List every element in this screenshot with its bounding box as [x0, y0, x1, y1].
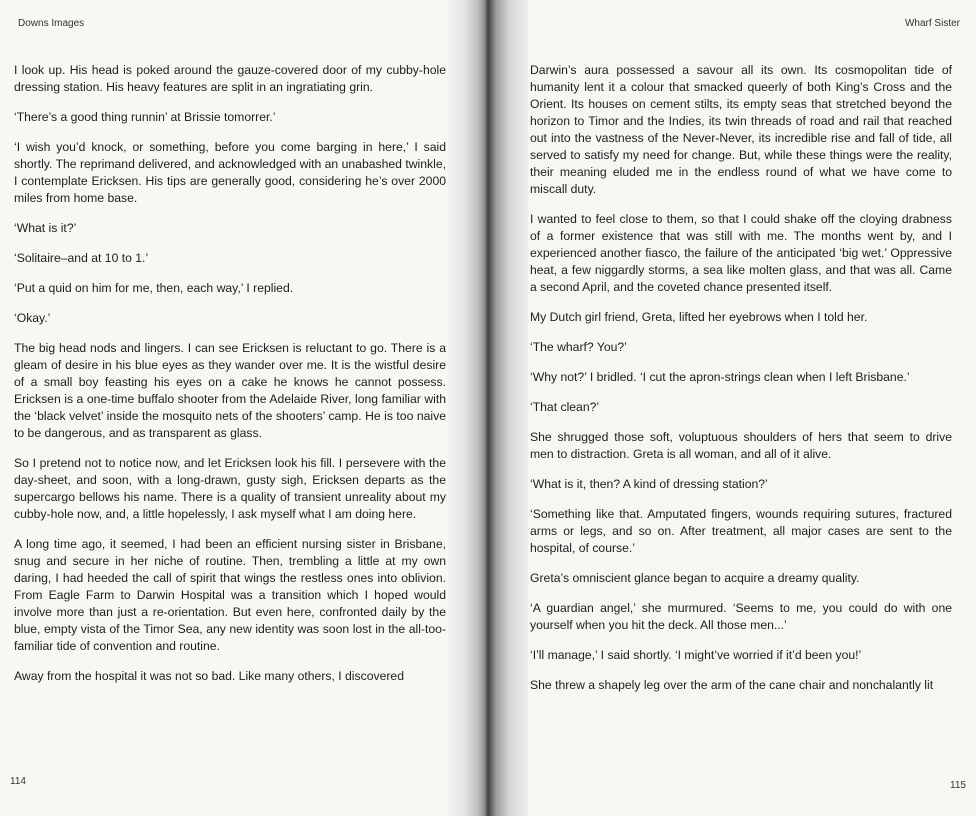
paragraph: A long time ago, it seemed, I had been an efficient nursing sister in Brisbane, snug and secure in her niche of routine. Then, trembling a little at my own daring, I had heeded the call of spirit that wings the restless ones into oblivion. From Eagle Farm to Darwin Hospital was a transition which I hoped would involve more than just a re-orientation. But even here, confronted daily by the blue, empty vista of the Timor Sea, any new identity was soon lost in the all-too-familiar tide of convention and routine.: [14, 537, 446, 653]
paragraph: Darwin’s aura possessed a savour all its own. Its cosmopolitan tide of humanity lent it a colour that smacked queerly of both King’s Cross and the Orient. Its houses on cement stilts, its empty seas that stretched beyond the horizon to Timor and the Indies, its twin threads of road and rail that reached out into the vastness of the Never-Never, its incredible rise and fall of tide, all served to satisfy my need for change. But, while these things were the reality, their meaning eluded me in the endless round of what we have come to miscall duty.: [530, 63, 952, 196]
paragraph: ‘What is it, then? A kind of dressing station?’: [530, 477, 768, 491]
paragraph: She threw a shapely leg over the arm of the cane chair and nonchalantly lit: [530, 678, 934, 692]
paragraph: ‘I wish you’d knock, or something, before you come barging in here,’ I said shortly. The reprimand delivered, and acknowledged with an unabashed twinkle, I contemplate Ericksen. His tips are generally good, considering he’s over 2000 miles from home base.: [14, 140, 446, 205]
paragraph: ‘Why not?’ I bridled. ‘I cut the apron-strings clean when I left Brisbane.’: [530, 370, 910, 384]
paragraph: My Dutch girl friend, Greta, lifted her eyebrows when I told her.: [530, 310, 868, 324]
paragraph: ‘I’ll manage,’ I said shortly. ‘I might’ve worried if it’d been you!’: [530, 648, 862, 662]
page-body: [14, 62, 446, 698]
book-gutter: [448, 0, 528, 816]
paragraph: I look up. His head is poked around the gauze-covered door of my cubby-hole dressing station. His heavy features are split in an ingratiating grin.: [14, 63, 446, 94]
paragraph: ‘Solitaire–and at 10 to 1.’: [14, 251, 149, 265]
paragraph: She shrugged those soft, voluptuous shoulders of hers that seem to drive men to distraction. Greta is all woman, and all of it alive.: [530, 430, 952, 461]
paragraph: ‘Put a quid on him for me, then, each way,’ I replied.: [14, 281, 294, 295]
paragraph: ‘What is it?’: [14, 221, 77, 235]
paragraph: The big head nods and lingers. I can see Ericksen is reluctant to go. There is a gleam of desire in his blue eyes as they wander over me. It is the wistful desire of a small boy feasting his eyes on a cake he knows he cannot possess. Ericksen is a one-time buffalo shooter from the Adelaide River, long familiar with the ‘black velvet’ inside the mosquito nets of the shooters’ camp. He is too naive to be dangerous, and as transparent as glass.: [14, 341, 446, 440]
paragraph: ‘The wharf? You?’: [530, 340, 627, 354]
running-head: Wharf Sister: [904, 18, 960, 29]
paragraph: ‘That clean?’: [530, 400, 600, 414]
paragraph: Away from the hospital it was not so bad. Like many others, I discovered: [14, 669, 404, 683]
paragraph: So I pretend not to notice now, and let Ericksen look his fill. I persevere with the day-sheet, and soon, with a long-drawn, gusty sigh, Ericksen departs as the supercargo bellows his name. There is a quality of transient unreality about my cubby-hole now, and, a little hopelessly, I ask myself what I am doing here.: [14, 456, 446, 521]
running-head: Downs Images: [18, 18, 85, 29]
page-number: 114: [10, 776, 26, 787]
paragraph: ‘A guardian angel,’ she murmured. ‘Seems to me, you could do with one yourself when you hit the deck. All those men...’: [530, 601, 952, 632]
page-body: [530, 62, 952, 707]
paragraph: Greta’s omniscient glance began to acquire a dreamy quality.: [530, 571, 860, 585]
page-number: 115: [950, 780, 966, 791]
paragraph: ‘There’s a good thing runnin’ at Brissie tomorrer.’: [14, 110, 276, 124]
paragraph: I wanted to feel close to them, so that I could shake off the cloying drabness of a former existence that was still with me. The months went by, and I experienced another fiasco, the failure of the anticipated ‘big wet.’ Oppressive heat, a few niggardly storms, a sea like molten glass, and that was all. Came a second April, and the coveted chance presented itself.: [530, 212, 952, 294]
right-page: [488, 0, 976, 816]
paragraph: ‘Okay.’: [14, 311, 51, 325]
paragraph: ‘Something like that. Amputated fingers, wounds requiring sutures, fractured arms or legs, and so on. After treatment, all major cases are sent to the hospital, of course.’: [530, 507, 952, 555]
